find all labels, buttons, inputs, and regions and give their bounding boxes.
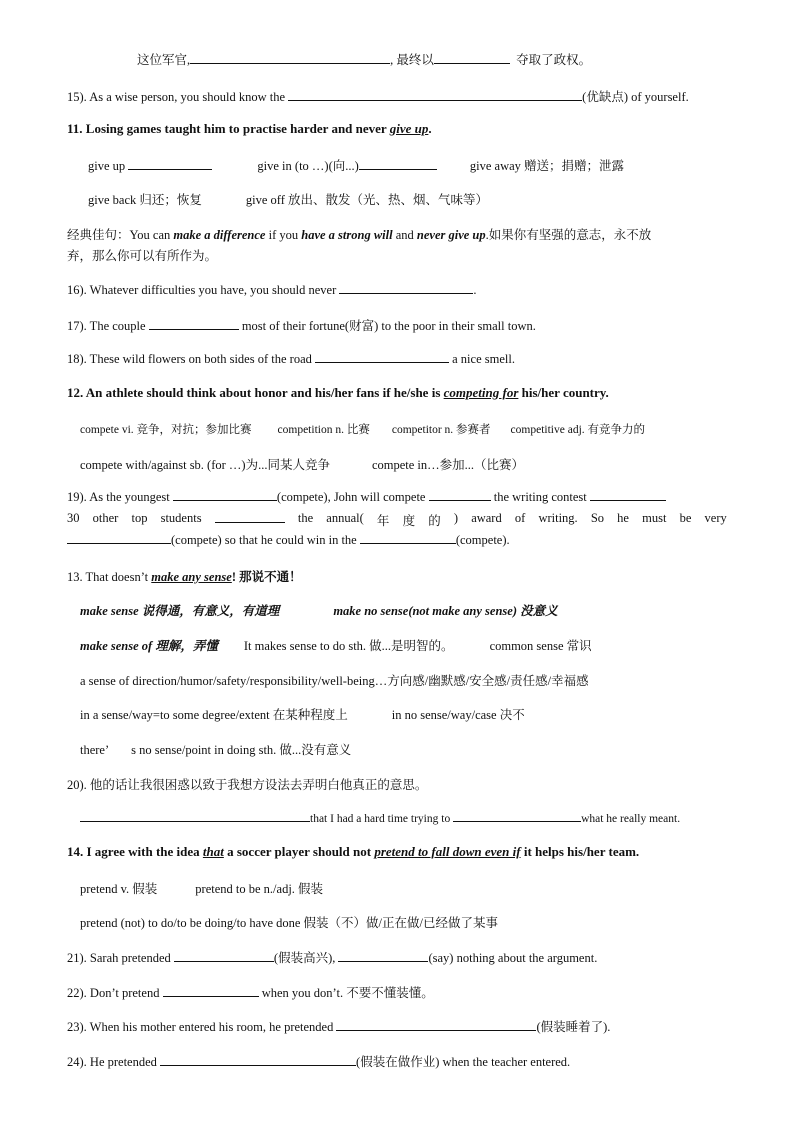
question-15: 15). As a wise person, you should know the (优缺点) of yourself.	[67, 90, 689, 104]
blank[interactable]	[359, 158, 437, 170]
phrase-row-sense-1: make sense 说得通，有意义，有道理 make no sense(not make any sense) 没意义	[80, 604, 558, 618]
phrase-row-compete-2: compete with/against sb. (for …)为...同某人竞争 compete in…参加...（比赛）	[80, 458, 525, 472]
blank[interactable]	[173, 489, 277, 501]
blank[interactable]	[160, 1054, 356, 1066]
heading-12: 12. An athlete should think about honor and his/her fans if he/she is competing for his/her country.	[67, 385, 609, 400]
blank[interactable]	[434, 52, 510, 64]
blank[interactable]	[149, 318, 239, 330]
blank[interactable]	[215, 511, 285, 523]
heading-14: 14. I agree with the idea that a soccer player should not pretend to fall down even if it helps his/her team.	[67, 844, 640, 859]
phrase-row-sense-5: there’ s no sense/point in doing sth. 做...没有意义	[80, 743, 352, 757]
question-20: 20). 他的话让我很困惑以致于我想方设法去弄明白他真正的意思。	[67, 778, 428, 792]
blank[interactable]	[128, 158, 212, 170]
fill-line-officer: 这位军官, , 最终以 夺取了政权。	[137, 53, 592, 67]
question-21: 21). Sarah pretended (假装高兴), (say) nothing about the argument.	[67, 951, 598, 965]
question-24: 24). He pretended (假装在做作业) when the teacher entered.	[67, 1055, 571, 1069]
question-20-answer: that I had a hard time trying to what he really meant.	[80, 810, 680, 825]
question-19-line2: 30 other top students the annual( 年 度 的 ) award of writing. So he must be very	[67, 511, 727, 528]
blank[interactable]	[360, 532, 456, 544]
question-23: 23). When his mother entered his room, he pretended (假装睡着了).	[67, 1020, 611, 1034]
blank[interactable]	[315, 351, 449, 363]
phrase-row-give-1: give up give in (to …)(向...) give away 赠送；捐赠；泄露	[88, 159, 625, 173]
question-18: 18). These wild flowers on both sides of the road a nice smell.	[67, 352, 515, 366]
question-19-line1: 19). As the youngest (compete), John will compete the writing contest	[67, 489, 666, 505]
classic-sentence: 经典佳句：You can make a difference if you have a strong will and never give up.如果你有坚强的意志，永不放	[67, 228, 652, 242]
blank[interactable]	[163, 985, 259, 997]
blank[interactable]	[590, 489, 666, 501]
blank[interactable]	[338, 950, 428, 962]
blank[interactable]	[336, 1019, 536, 1031]
blank[interactable]	[67, 532, 171, 544]
blank[interactable]	[429, 489, 491, 501]
blank[interactable]	[453, 810, 581, 822]
phrase-row-pretend-2: pretend (not) to do/to be doing/to have done 假装（不）做/正在做/已经做了某事	[80, 916, 499, 930]
phrase-row-sense-4: in a sense/way=to some degree/extent 在某种程度上 in no sense/way/case 决不	[80, 708, 525, 722]
heading-11: 11. Losing games taught him to practise harder and never give up.	[67, 121, 432, 136]
phrase-row-sense-3: a sense of direction/humor/safety/responsibility/well-being…方向感/幽默感/安全感/责任感/幸福感	[80, 674, 589, 688]
blank[interactable]	[339, 282, 473, 294]
blank[interactable]	[288, 89, 582, 101]
question-22: 22). Don’t pretend when you don’t. 不要不懂装懂。	[67, 986, 434, 1000]
question-19-line3: (compete) so that he could win in the (compete).	[67, 532, 510, 548]
question-17: 17). The couple most of their fortune(财富) to the poor in their small town.	[67, 319, 536, 333]
phrase-row-pretend-1: pretend v. 假装 pretend to be n./adj. 假装	[80, 882, 324, 896]
blank[interactable]	[174, 950, 274, 962]
phrase-row-sense-2: make sense of 理解，弄懂 It makes sense to do sth. 做...是明智的。 common sense 常识	[80, 639, 592, 653]
phrase-row-compete-1: compete vi. 竞争，对抗；参加比赛 competition n. 比赛 competitor n. 参赛者 competitive adj. 有竞争力的	[80, 424, 646, 436]
question-16: 16). Whatever difficulties you have, you should never .	[67, 283, 477, 297]
heading-13: 13. That doesn’t make any sense! 那说不通！	[67, 570, 302, 584]
phrase-row-give-2: give back 归还；恢复 give off 放出、散发（光、热、烟、气味等）	[88, 193, 488, 207]
blank[interactable]	[190, 52, 390, 64]
blank[interactable]	[80, 810, 310, 822]
classic-sentence-cont: 弃，那么你可以有所作为。	[67, 249, 218, 263]
